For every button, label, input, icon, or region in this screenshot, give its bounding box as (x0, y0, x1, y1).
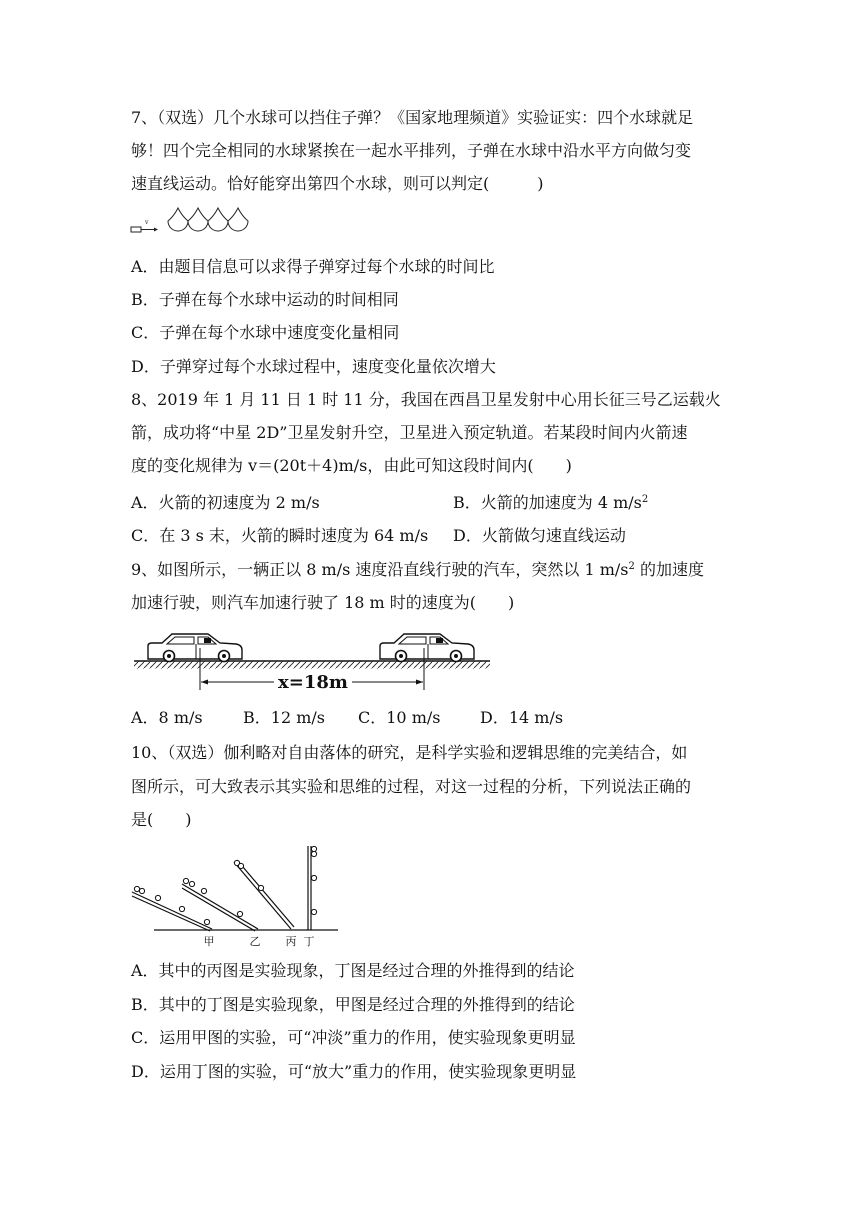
q10-option-c: C．运用甲图的实验，可“冲淡”重力的作用，使实验现象更明显 (131, 1028, 576, 1047)
q8-line-2: 箭，成功将“中星 2D”卫星发射升空，卫星进入预定轨道。若某段时间内火箭速 (131, 423, 688, 442)
q10-option-a: A．其中的丙图是实验现象，丁图是经过合理的外推得到的结论 (131, 961, 575, 980)
q7-option-d: D．子弹穿过每个水球过程中，速度变化量依次增大 (131, 357, 496, 376)
q8-option-b (453, 492, 648, 514)
incline-bing (234, 860, 294, 929)
q8-line-3: 度的变化规律为 v＝(20t＋4)m/s，由此可知这段时间内( ) (131, 456, 572, 475)
water-balls-figure (128, 204, 250, 244)
q7-option-b: B．子弹在每个水球中运动的时间相同 (131, 290, 399, 309)
q9-option-d: D．14 m/s (480, 708, 564, 727)
water-ball-3 (208, 208, 228, 231)
q9-option-c: C．10 m/s (358, 708, 441, 727)
q7-option-c: C．子弹在每个水球中速度变化量相同 (131, 323, 400, 342)
q7-option-a: A．由题目信息可以求得子弹穿过每个水球的时间比 (131, 257, 495, 276)
velocity-label: v (145, 219, 149, 226)
q9-line-1-sup: 2 (628, 561, 635, 572)
label-jia: 甲 (203, 935, 215, 948)
q8-line-1: 8、2019 年 1 月 11 日 1 时 11 分，我国在西昌卫星发射中心用长征三号乙运载火 (131, 390, 721, 409)
bullet-shape (131, 227, 141, 232)
label-bing: 丙 (285, 935, 297, 948)
q9-option-b: B．12 m/s (243, 708, 325, 727)
car-figure (132, 626, 494, 696)
q10-line-2: 图所示，可大致表示其实验和思维的过程，对这一过程的分析，下列说法正确的 (131, 777, 692, 796)
water-ball-1 (168, 208, 188, 231)
q10-option-b: B．其中的丁图是实验现象，甲图是经过合理的外推得到的结论 (131, 995, 575, 1014)
q9-line-1-b: 的加速度 (634, 560, 704, 579)
velocity-arrowhead (154, 228, 158, 232)
q9-line-1-a: 9、如图所示，一辆正以 8 m/s 速度沿直线行驶的汽车，突然以 1 m/s (131, 560, 629, 579)
q8-option-a: A．火箭的初速度为 2 m/s (131, 493, 320, 512)
q8-option-b-sup: 2 (641, 494, 649, 505)
vertical-ding (308, 846, 317, 930)
water-ball-4 (228, 208, 248, 231)
q7-line-3: 速直线运动。恰好能穿出第四个水球，则可以判定( ) (131, 174, 544, 193)
q10-line-3: 是( ) (131, 810, 192, 829)
q8-option-b-text: B．火箭的加速度为 4 m/s (453, 493, 642, 512)
ground-hatching (134, 662, 490, 669)
distance-label: x=18m (278, 672, 348, 693)
galileo-incline-figure (128, 842, 348, 950)
q10-line-1: 10、（双选）伽利略对自由落体的研究，是科学实验和逻辑思维的完美结合，如 (131, 743, 688, 762)
label-ding: 丁 (303, 935, 315, 948)
label-yi: 乙 (249, 935, 261, 948)
q9-line-1 (131, 559, 704, 581)
car-start (148, 634, 242, 662)
q9-line-2: 加速行驶，则汽车加速行驶了 18 m 时的速度为( ) (131, 593, 515, 612)
car-end (380, 634, 474, 662)
q10-option-d: D．运用丁图的实验，可“放大”重力的作用，使实验现象更明显 (131, 1062, 577, 1081)
q7-line-2: 够！四个完全相同的水球紧挨在一起水平排列，子弹在水球中沿水平方向做匀变 (131, 141, 692, 160)
q7-line-1: 7、（双选）几个水球可以挡住子弹？《国家地理频道》实验证实：四个水球就足 (131, 108, 694, 127)
water-ball-2 (188, 208, 208, 231)
q9-option-a: A．8 m/s (131, 708, 203, 727)
q8-option-d: D．火箭做匀速直线运动 (453, 526, 626, 545)
incline-jia (132, 886, 212, 931)
q8-option-c: C．在 3 s 末，火箭的瞬时速度为 64 m/s (131, 526, 429, 545)
